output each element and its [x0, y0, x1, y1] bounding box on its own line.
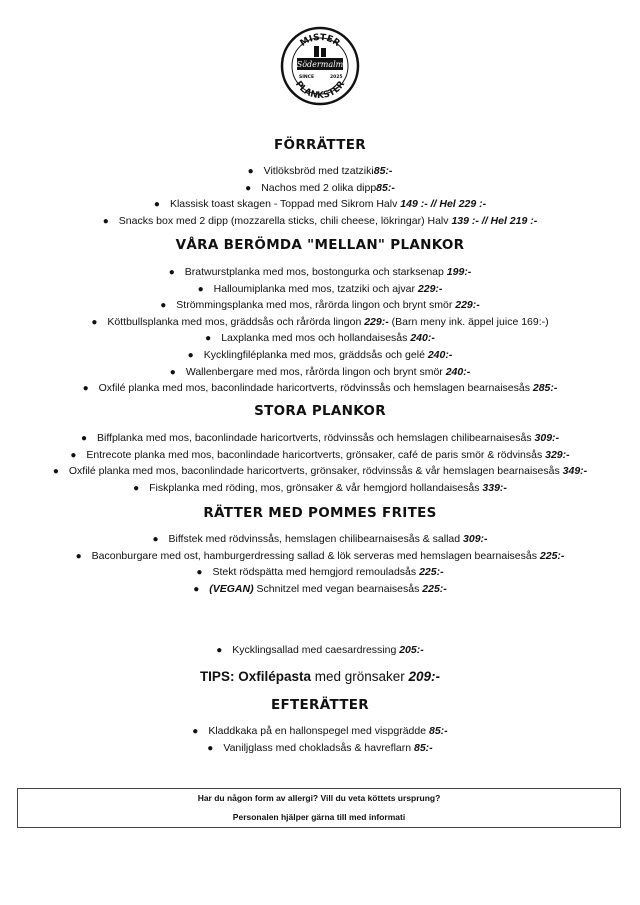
bullet-icon: ● [193, 583, 200, 595]
bullet-icon: ● [152, 534, 159, 545]
menu-item: ● Köttbullsplanka med mos, gräddsås och rårörda lingon 229:- (Barn meny ink. äppel juice 169:-) [0, 314, 640, 331]
section-mellan [0, 235, 640, 255]
bullet-icon: ● [160, 300, 167, 312]
vegan-label: (VEGAN) [209, 582, 254, 595]
menu-item: ● Biffstek med rödvinssås, hemslagen chilibearnaisesås & sallad 309:- [0, 531, 640, 548]
bullet-icon: ● [52, 466, 59, 478]
section-pommes [0, 503, 640, 523]
bullet-icon: ● [196, 567, 203, 579]
menu-item: ● Biffplanka med mos, baconlindade haricortverts, rödvinssås och hemslagen chilibearnaisesås 309:- [0, 430, 640, 447]
logo-top-text: MISTER [298, 32, 342, 49]
bullet-icon: ● [187, 349, 194, 361]
bullet-icon: ● [168, 267, 175, 278]
bullet-icon: ● [80, 433, 87, 444]
bullet-icon: ● [70, 449, 77, 461]
allergy-staff-note: Personalen hjälper gärna till med informati [232, 812, 406, 822]
bullet-icon: ● [207, 742, 214, 754]
allergy-info-box [17, 788, 621, 828]
menu-item: ● Nachos med 2 olika dipp85:- [0, 180, 640, 197]
logo-since-text: SINCE [299, 75, 315, 80]
bullet-icon: ● [216, 645, 223, 656]
menu-item: ● Fiskplanka med röding, mos, grönsaker & vår hemgjord hollandaisesås 339:- [0, 480, 640, 497]
bullet-icon: ● [169, 366, 176, 378]
tips-line: TIPS: Oxfilépasta med grönsaker 209:- [199, 669, 441, 684]
menu-item: ● Vaniljglass med chokladsås & havreflarn 85:- [0, 740, 640, 757]
menu-item: ● Bratwurstplanka med mos, bostongurka och starksenap 199:- [0, 264, 640, 281]
bullet-icon: ● [82, 383, 89, 395]
bullet-icon: ● [75, 550, 82, 562]
restaurant-logo [280, 26, 360, 106]
section-stora [0, 401, 640, 421]
list-pommes [0, 531, 640, 597]
list-mellan [0, 264, 640, 397]
menu-item: ● Oxfilé planka med mos, baconlindade haricortverts, rödvinssås och hemslagen bearnaisesås 285:- [0, 380, 640, 397]
heading-pommes: RÄTTER MED POMMES FRITES [203, 505, 437, 521]
bullet-icon: ● [247, 166, 254, 177]
menu-item: ● Kladdkaka på en hallonspegel med vispgrädde 85:- [0, 723, 640, 740]
list-sallad [0, 642, 640, 659]
bullet-icon: ● [192, 726, 199, 737]
bullet-icon: ● [133, 482, 140, 494]
menu-item: ● Oxfilé planka med mos, baconlindade haricortverts, grönsaker, rödvinssås & vår hemslagen bearnaisesås 349:- [0, 463, 640, 480]
menu-item: ● Snacks box med 2 dipp (mozzarella sticks, chili cheese, lökringar) Halv 139 :- // Hel 219 :- [0, 213, 640, 230]
bullet-icon: ● [205, 333, 212, 345]
section-forratter [0, 135, 640, 155]
logo-script-text: Södermalm [296, 60, 344, 69]
list-efteratter [0, 723, 640, 756]
heading-stora: STORA PLANKOR [254, 403, 386, 419]
menu-item: ● Wallenbergare med mos, rårörda lingon och brynt smör 240:- [0, 364, 640, 381]
list-forratter [0, 163, 640, 229]
menu-item: ● Strömmingsplanka med mos, rårörda lingon och brynt smör 229:- [0, 297, 640, 314]
bullet-icon: ● [197, 283, 204, 295]
heading-forratter: FÖRRÄTTER [274, 137, 366, 153]
menu-item: ● Kycklingsallad med caesardressing 205:- [0, 642, 640, 659]
heading-mellan: VÅRA BERÖMDA "MELLAN" PLANKOR [175, 237, 465, 253]
bullet-icon: ● [245, 182, 252, 194]
menu-item: ● Vitlöksbröd med tzatziki85:- [0, 163, 640, 180]
allergy-question: Har du någon form av allergi? Vill du veta köttets ursprung? [197, 793, 441, 803]
menu-item: ● Baconburgare med ost, hamburgerdressing sallad & lök serveras med hemslagen bearnaisesås 225:- [0, 548, 640, 565]
menu-item: ● Klassisk toast skagen - Toppad med Sikrom Halv 149 :- // Hel 229 :- [0, 196, 640, 213]
menu-item: ● Halloumiplanka med mos, tzatziki och ajvar 229:- [0, 281, 640, 298]
list-stora [0, 430, 640, 496]
menu-item: ● (VEGAN) Schnitzel med vegan bearnaisesås 225:- [0, 581, 640, 598]
menu-item: ● Laxplanka med mos och hollandaisesås 240:- [0, 330, 640, 347]
bullet-icon: ● [102, 215, 109, 227]
logo-year-text: 2025 [330, 75, 343, 80]
menu-item: ● Stekt rödspätta med hemgjord remouladsås 225:- [0, 564, 640, 581]
logo-bottom-text: PLANKSTER [292, 79, 348, 102]
heading-efteratter: EFTERÄTTER [270, 697, 369, 713]
bullet-icon: ● [153, 199, 160, 211]
bullet-icon: ● [91, 316, 98, 328]
menu-item: ● Kycklingfiléplanka med mos, gräddsås och gelé 240:- [0, 347, 640, 364]
section-efteratter [0, 695, 640, 715]
menu-item: ● Entrecote planka med mos, baconlindade haricortverts, grönsaker, café de paris smör & rödvinsås 329:- [0, 447, 640, 464]
